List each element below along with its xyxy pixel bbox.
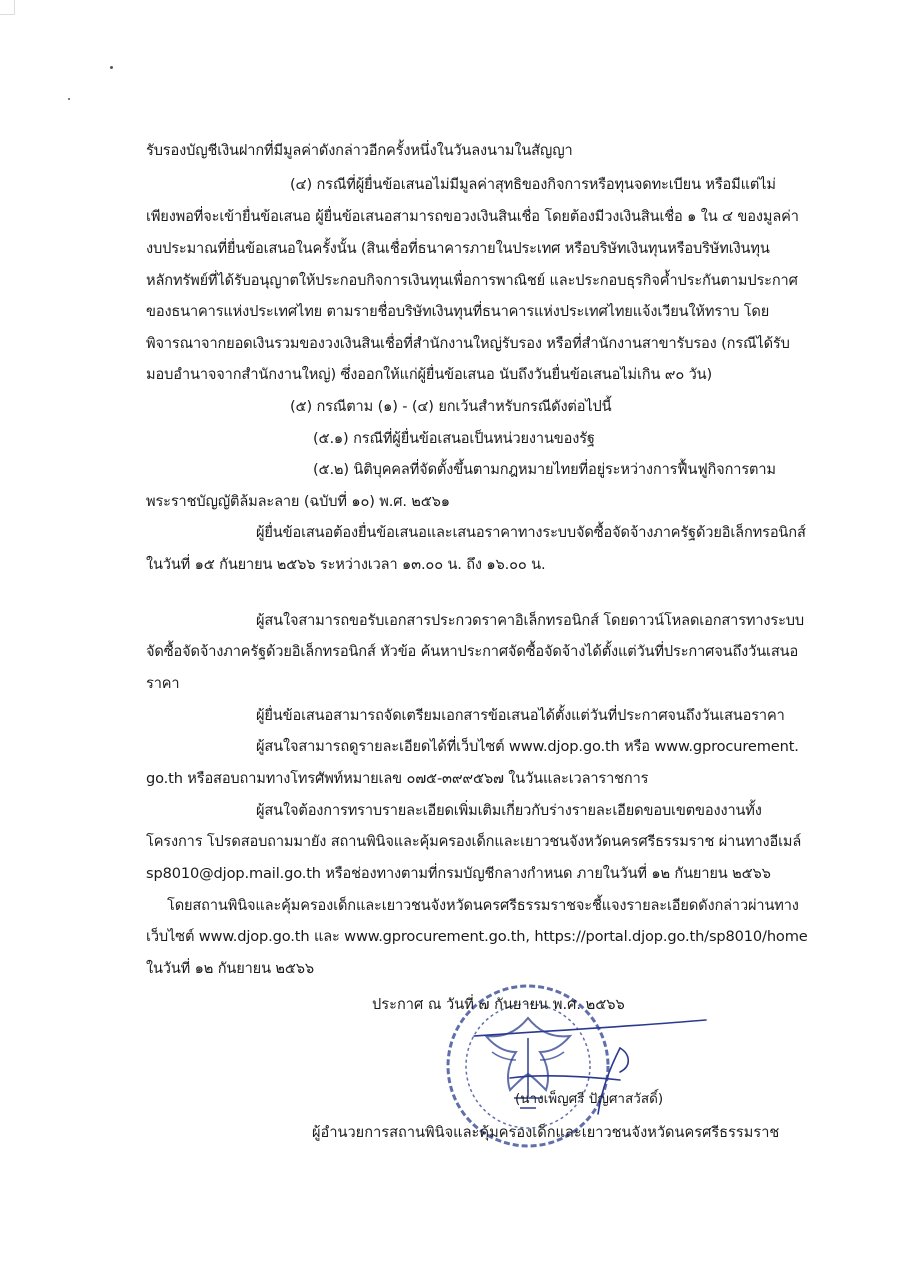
body-line: ในวันที่ ๑๒ กันยายน ๒๕๖๖ bbox=[146, 960, 314, 977]
scan-speck bbox=[110, 66, 113, 69]
body-line: ผู้ยื่นข้อเสนอสามารถจัดเตรียมเอกสารข้อเสนอได้ตั้งแต่วันที่ประกาศจนถึงวันเสนอราคา bbox=[256, 707, 785, 724]
scan-speck bbox=[68, 98, 70, 100]
body-line: รับรองบัญชีเงินฝากที่มีมูลค่าดังกล่าวอีกครั้งหนึ่งในวันลงนามในสัญญา bbox=[146, 142, 573, 159]
body-line: ผู้สนใจสามารถขอรับเอกสารประกวดราคาอิเล็กทรอนิกส์ โดยดาวน์โหลดเอกสารทางระบบ bbox=[256, 612, 804, 629]
body-line: go.th หรือสอบถามทางโทรศัพท์หมายเลข ๐๗๕-๓๙๙๕๖๗ ในวันและเวลาราชการ bbox=[146, 770, 649, 787]
body-line: ของธนาคารแห่งประเทศไทย ตามรายชื่อบริษัทเงินทุนที่ธนาคารแห่งประเทศไทยแจ้งเวียนให้ทราบ โดย bbox=[146, 303, 770, 320]
body-line: ผู้ยื่นข้อเสนอต้องยื่นข้อเสนอและเสนอราคาทางระบบจัดซื้อจัดจ้างภาครัฐด้วยอิเล็กทรอนิกส์ bbox=[256, 524, 806, 541]
body-line: พระราชบัญญัติล้มละลาย (ฉบับที่ ๑๐) พ.ศ. ๒๕๖๑ bbox=[146, 493, 450, 510]
body-line: จัดซื้อจัดจ้างภาครัฐด้วยอิเล็กทรอนิกส์ หัวข้อ ค้นหาประกาศจัดซื้อจัดจ้างได้ตั้งแต่วันที่ประกาศจนถึงวันเสนอ bbox=[146, 643, 799, 660]
body-line: โครงการ โปรดสอบถามมายัง สถานพินิจและคุ้มครองเด็กและเยาวชนจังหวัดนครศรีธรรมราช ผ่านทางอีเมล์ bbox=[146, 833, 802, 850]
body-line: เพียงพอที่จะเข้ายื่นข้อเสนอ ผู้ยื่นข้อเสนอสามารถขอวงเงินสินเชื่อ โดยต้องมีวงเงินสินเชื่อ ๑ ใน ๔ ของมูลค่า bbox=[146, 208, 799, 225]
body-line: ผู้สนใจต้องการทราบรายละเอียดเพิ่มเติมเกี่ยวกับร่างรายละเอียดขอบเขตของงานทั้ง bbox=[256, 802, 762, 819]
body-line: งบประมาณที่ยื่นข้อเสนอในครั้งนั้น (สินเชื่อที่ธนาคารภายในประเทศ หรือบริษัทเงินทุนหรือบริษัทเงินทุน bbox=[146, 240, 770, 257]
body-line: โดยสถานพินิจและคุ้มครองเด็กและเยาวชนจังหวัดนครศรีธรรมราชจะชี้แจงรายละเอียดดังกล่าวผ่านทาง bbox=[167, 897, 799, 914]
body-line: (๕) กรณีตาม (๑) - (๔) ยกเว้นสำหรับกรณีดังต่อไปนี้ bbox=[290, 398, 612, 415]
signer-name: (นางเพ็ญศรี ปัญศาสวัสดิ์) bbox=[515, 1091, 664, 1107]
body-line: หลักทรัพย์ที่ได้รับอนุญาตให้ประกอบกิจการเงินทุนเพื่อการพาณิชย์ และประกอบธุรกิจค้ำประกันตามประกาศ bbox=[146, 272, 798, 289]
page-corner-mark bbox=[0, 0, 15, 15]
body-line: ราคา bbox=[146, 675, 180, 692]
signer-title: ผู้อำนวยการสถานพินิจและคุ้มครองเด็กและเยาวชนจังหวัดนครศรีธรรมราช bbox=[312, 1124, 780, 1141]
body-line: ในวันที่ ๑๕ กันยายน ๒๕๖๖ ระหว่างเวลา ๑๓.๐๐ น. ถึง ๑๖.๐๐ น. bbox=[146, 556, 546, 573]
body-line: พิจารณาจากยอดเงินรวมของวงเงินสินเชื่อที่สำนักงานใหญ่รับรอง หรือที่สำนักงานสาขารับรอง (กรณีได้รับ bbox=[146, 335, 790, 352]
body-line: เว็บไซต์ www.djop.go.th และ www.gprocurement.go.th, https://portal.djop.go.th/sp8010/home bbox=[146, 928, 808, 945]
body-line: sp8010@djop.mail.go.th หรือช่องทางตามที่กรมบัญชีกลางกำหนด ภายในวันที่ ๑๒ กันยายน ๒๕๖๖ bbox=[146, 865, 771, 882]
announcement-date: ประกาศ ณ วันที่ ๗ กันยายน พ.ศ. ๒๕๖๖ bbox=[372, 996, 625, 1013]
body-line: (๕.๒) นิติบุคคลที่จัดตั้งขึ้นตามกฎหมายไทยที่อยู่ระหว่างการฟื้นฟูกิจการตาม bbox=[313, 461, 776, 478]
body-line: (๔) กรณีที่ผู้ยื่นข้อเสนอไม่มีมูลค่าสุทธิของกิจการหรือทุนจดทะเบียน หรือมีแต่ไม่ bbox=[290, 176, 776, 193]
body-line: (๕.๑) กรณีที่ผู้ยื่นข้อเสนอเป็นหน่วยงานของรัฐ bbox=[313, 430, 595, 447]
body-line: มอบอำนาจจากสำนักงานใหญ่) ซึ่งออกให้แก่ผู้ยื่นข้อเสนอ นับถึงวันยื่นข้อเสนอไม่เกิน ๙๐ วัน) bbox=[146, 366, 712, 383]
body-line: ผู้สนใจสามารถดูรายละเอียดได้ที่เว็บไซต์ www.djop.go.th หรือ www.gprocurement. bbox=[256, 738, 799, 755]
